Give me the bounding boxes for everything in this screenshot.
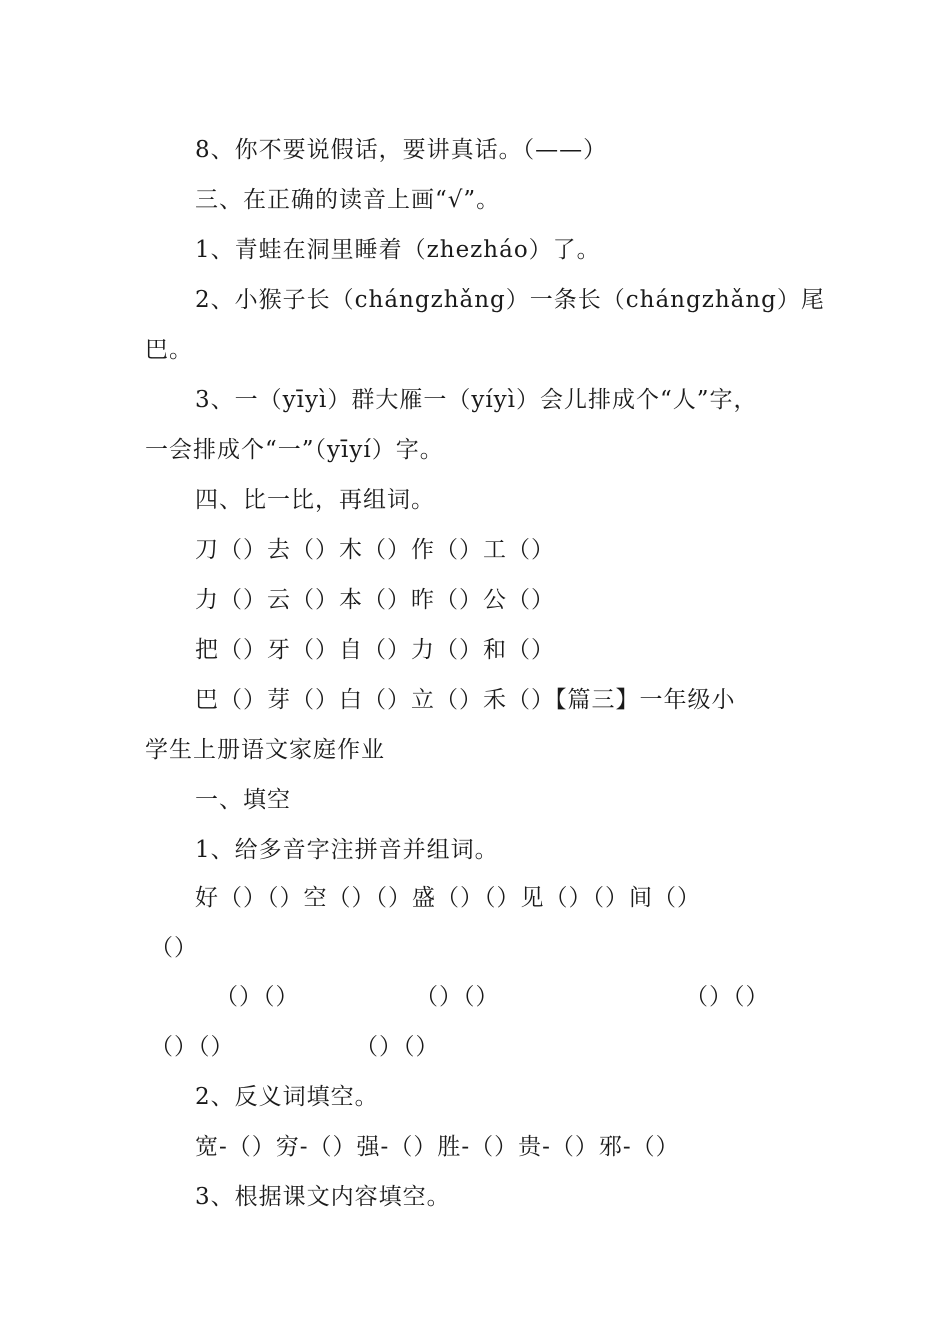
text-line: 8、你不要说假话，要讲真话。（——） [195,137,608,163]
text-line: 1、给多音字注拼音并组词。 [195,837,499,863]
blank-pair: （）（） [215,984,300,1010]
text-line: 2、反义词填空。 [195,1084,379,1110]
text-line: （） [150,935,198,961]
section-heading: 四、比一比，再组词。 [195,487,435,513]
text-line: 一会排成个“一”（yīyí）字。 [145,437,444,463]
text-line: 巴。 [145,337,193,363]
text-line: 2、小猴子长（chángzhǎng）一条长（chángzhǎng）尾 [195,287,825,313]
text-line: 宽-（）穷-（）强-（）胜-（）贵-（）邪-（） [195,1134,680,1160]
section-heading: 三、在正确的读音上画“√”。 [195,187,501,213]
text-line: 刀（）去（）木（）作（）工（） [195,537,555,563]
text-line: 把（）牙（）自（）力（）和（） [195,637,555,663]
blank-pair: （）（） [415,984,500,1010]
text-line: 巴（）芽（）白（）立（）禾（）【篇三】一年级小 [195,687,736,713]
blank-pair: （）（） [150,1034,235,1060]
blank-pair: （）（） [685,984,770,1010]
text-line: 3、一（yīyì）群大雁一（yíyì）会儿排成个“人”字， [195,387,758,413]
text-line: 力（）云（）本（）昨（）公（） [195,587,555,613]
text-line: 学生上册语文家庭作业 [145,737,385,763]
text-line: 3、根据课文内容填空。 [195,1184,451,1210]
blank-pair: （）（） [355,1034,440,1060]
text-line: 好（）（）空（）（）盛（）（）见（）（）间（） [195,885,701,911]
section-heading: 一、填空 [195,787,291,813]
text-line: 1、青蛙在洞里睡着（zhezháo）了。 [195,237,601,263]
